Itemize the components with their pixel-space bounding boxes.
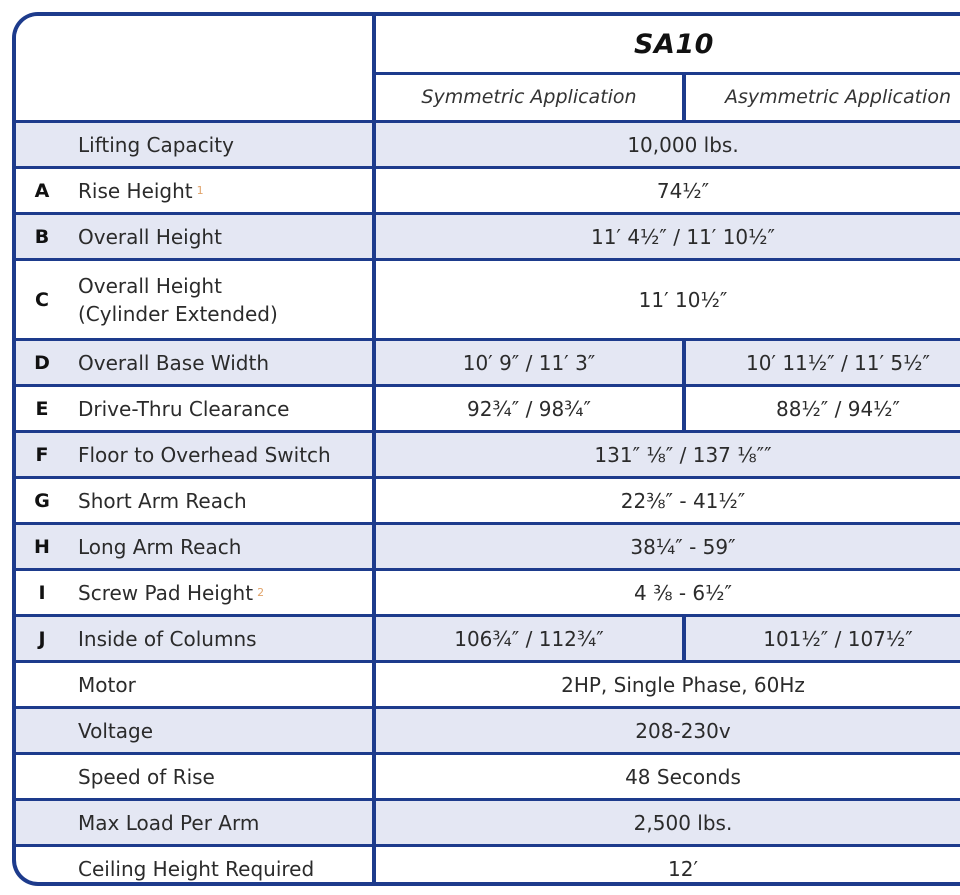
table-row (16, 384, 960, 430)
row-letter: G (34, 489, 50, 512)
row-label (78, 525, 368, 568)
header-blank-cell (16, 16, 372, 120)
table-row (16, 258, 960, 338)
row-value: 48 Seconds (625, 764, 741, 789)
header-column-divider (682, 72, 686, 120)
row-label (78, 709, 368, 752)
table-row (16, 212, 960, 258)
row-letter (30, 801, 54, 844)
row-label (78, 617, 368, 660)
row-label (78, 169, 368, 212)
row-value: 10,000 lbs. (627, 132, 739, 157)
row-letter: B (34, 225, 50, 248)
row-label (78, 123, 368, 166)
model-title: SA10 (634, 28, 714, 60)
row-label (78, 801, 368, 844)
row-label-text: Overall Height (78, 224, 222, 249)
row-value-asymmetric: 10′ 11½″ / 11′ 5½″ (745, 350, 931, 375)
row-label-text: Max Load Per Arm (78, 810, 260, 835)
row-value: 2HP, Single Phase, 60Hz (561, 672, 805, 697)
row-letter: J (38, 627, 46, 650)
row-label (78, 341, 368, 384)
table-row (16, 120, 960, 166)
row-value: 12′ (668, 856, 698, 881)
row-letter: F (35, 443, 49, 466)
row-label (78, 261, 368, 338)
table-row (16, 614, 960, 660)
row-label-text: Rise Height (78, 178, 193, 203)
table-row (16, 660, 960, 706)
row-label (78, 433, 368, 476)
row-label (78, 387, 368, 430)
row-label-text: Drive-Thru Clearance (78, 396, 290, 421)
row-letter (30, 709, 54, 752)
row-label (78, 847, 368, 886)
row-value: 2,500 lbs. (633, 810, 733, 835)
row-value: 11′ 4½″ / 11′ 10½″ (590, 224, 776, 249)
row-value-symmetric: 92¾″ / 98¾″ (466, 396, 592, 421)
table-header (16, 16, 960, 120)
row-letter: H (34, 535, 50, 558)
row-label-text: Overall Base Width (78, 350, 269, 375)
footnote-marker: 1 (196, 183, 204, 197)
row-label-text: Inside of Columns (78, 626, 257, 651)
row-letter: E (35, 397, 49, 420)
row-value: 131″ ⅛″ / 137 ⅛″″ (594, 442, 772, 467)
row-label (78, 663, 368, 706)
row-value: 22⅜″ - 41½″ (620, 488, 746, 513)
row-label-text: Overall Height (Cylinder Extended) (78, 273, 278, 326)
row-label (78, 479, 368, 522)
row-label-text: Ceiling Height Required (78, 856, 315, 881)
row-letter: A (34, 179, 50, 202)
table-row (16, 476, 960, 522)
row-letter (30, 755, 54, 798)
row-value-symmetric: 106¾″ / 112¾″ (454, 626, 604, 651)
row-letter (30, 123, 54, 166)
row-value-asymmetric: 88½″ / 94½″ (775, 396, 901, 421)
row-value-asymmetric: 101½″ / 107½″ (763, 626, 913, 651)
row-label-text: Floor to Overhead Switch (78, 442, 331, 467)
row-label (78, 755, 368, 798)
spec-table (12, 12, 960, 886)
table-row (16, 844, 960, 886)
row-value: 11′ 10½″ (638, 287, 728, 312)
row-label (78, 215, 368, 258)
table-row (16, 752, 960, 798)
row-letter: D (34, 351, 50, 374)
table-row (16, 568, 960, 614)
row-label-text: Short Arm Reach (78, 488, 247, 513)
row-value: 74½″ (656, 178, 710, 203)
table-row (16, 166, 960, 212)
table-row (16, 522, 960, 568)
footnote-marker: 2 (257, 585, 265, 599)
row-label-text: Motor (78, 672, 136, 697)
symmetric-column-header: Symmetric Application (421, 86, 637, 108)
row-letter (30, 847, 54, 886)
row-value-symmetric: 10′ 9″ / 11′ 3″ (462, 350, 596, 375)
label-column-divider (372, 16, 376, 882)
row-label-text: Long Arm Reach (78, 534, 242, 559)
asymmetric-column-header: Asymmetric Application (724, 86, 952, 108)
row-letter: I (38, 581, 46, 604)
row-value: 38¼″ - 59″ (630, 534, 736, 559)
row-label-text: Voltage (78, 718, 154, 743)
table-row (16, 430, 960, 476)
row-letter: C (35, 288, 49, 311)
row-label-text: Lifting Capacity (78, 132, 234, 157)
row-label-text: Screw Pad Height (78, 580, 254, 605)
row-value: 208-230v (635, 718, 731, 743)
table-row (16, 798, 960, 844)
row-label-text: Speed of Rise (78, 764, 215, 789)
row-label (78, 571, 368, 614)
table-row (16, 338, 960, 384)
row-value: 4 ⅜ - 6½″ (634, 580, 732, 605)
table-row (16, 706, 960, 752)
row-letter (30, 663, 54, 706)
